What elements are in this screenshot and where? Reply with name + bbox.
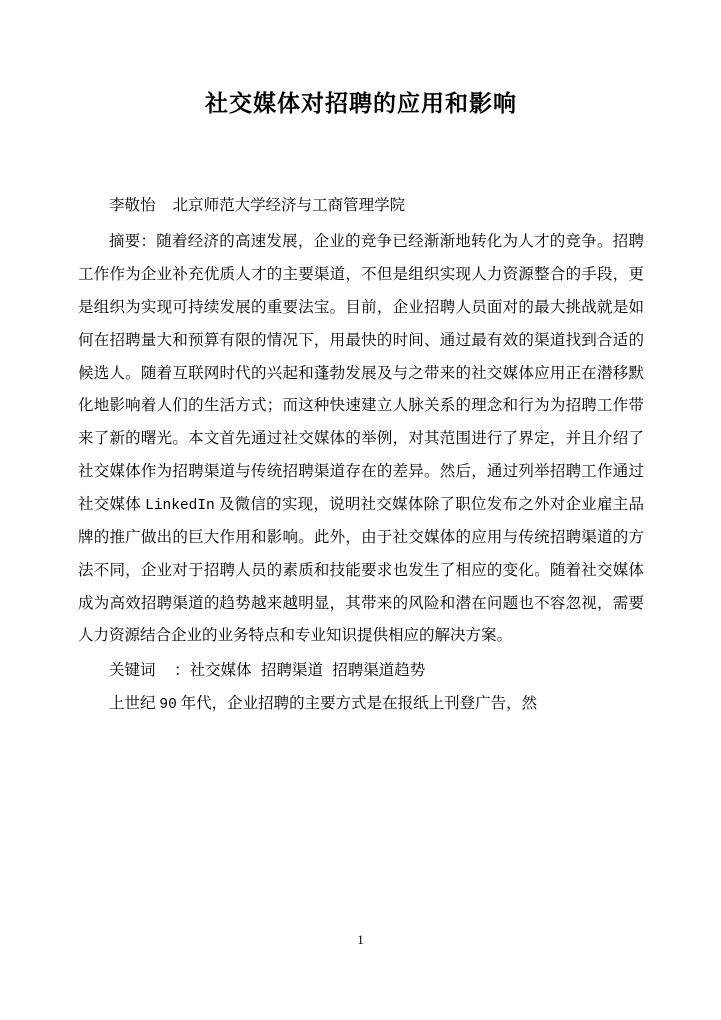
first-par-text-part2: 年代，企业招聘的主要方式是在报纸上刊登广告，然 <box>176 695 538 713</box>
keyword-item-1: 社交媒体 <box>189 662 252 680</box>
abstract-paragraph <box>78 226 644 653</box>
author-affiliation: 北京师范大学经济与工商管理学院 <box>172 197 406 215</box>
page-content <box>78 0 644 721</box>
abstract-label: 摘要： <box>109 233 157 251</box>
keyword-item-3: 招聘渠道趋势 <box>332 662 426 680</box>
abstract-latin-term: LinkedIn <box>145 497 215 514</box>
keyword-item-2: 招聘渠道 <box>260 662 323 680</box>
keywords-paragraph <box>78 655 644 688</box>
author-line <box>78 192 644 220</box>
abstract-text-part2: 及微信的实现，说明社交媒体除了职位发布之外对企业雇主品牌的推广做出的巨大作用和影响。此外，由于社交媒体的应用与传统招聘渠道的方法不同，企业对于招聘人员的素质和技能要求也发生了相应的变化。随着社交媒体成为高效招聘渠道的趋势越来越明显，其带来的风险和潜在问题也不容忽视，需要人力资源结合企业的业务特点和专业知识提供相应的解决方案。 <box>78 495 644 645</box>
abstract-text-part1: 随着经济的高速发展，企业的竞争已经渐渐地转化为人才的竞争。招聘工作作为企业补充优质人才的主要渠道，不但是组织实现人力资源整合的手段，更是组织为实现可持续发展的重要法宝。目前，企业招聘人员面对的最大挑战就是如何在招聘量大和预算有限的情况下，用最快的时间、通过最有效的渠道找到合适的候选人。随着互联网时代的兴起和蓬勃发展及与之带来的社交媒体应用正在潜移默化地影响着人们的生活方式；而这种快速建立人脉关系的理念和行为为招聘工作带来了新的曙光。本文首先通过社交媒体的举例，对其范围进行了界定，并且介绍了社交媒体作为招聘渠道与传统招聘渠道存在的差异。然后，通过列举招聘工作通过社交媒体 <box>78 233 644 513</box>
author-name: 李敬怡 <box>109 197 156 215</box>
first-par-latin-term: 90 <box>159 697 177 714</box>
first-body-paragraph <box>78 688 644 721</box>
page-number: 1 <box>357 932 364 947</box>
keywords-label: 关键词 <box>109 662 156 680</box>
first-par-text-part1: 上世纪 <box>109 695 160 713</box>
keywords-colon: ： <box>174 662 190 680</box>
page-title: 社交媒体对招聘的应用和影响 <box>205 91 517 116</box>
